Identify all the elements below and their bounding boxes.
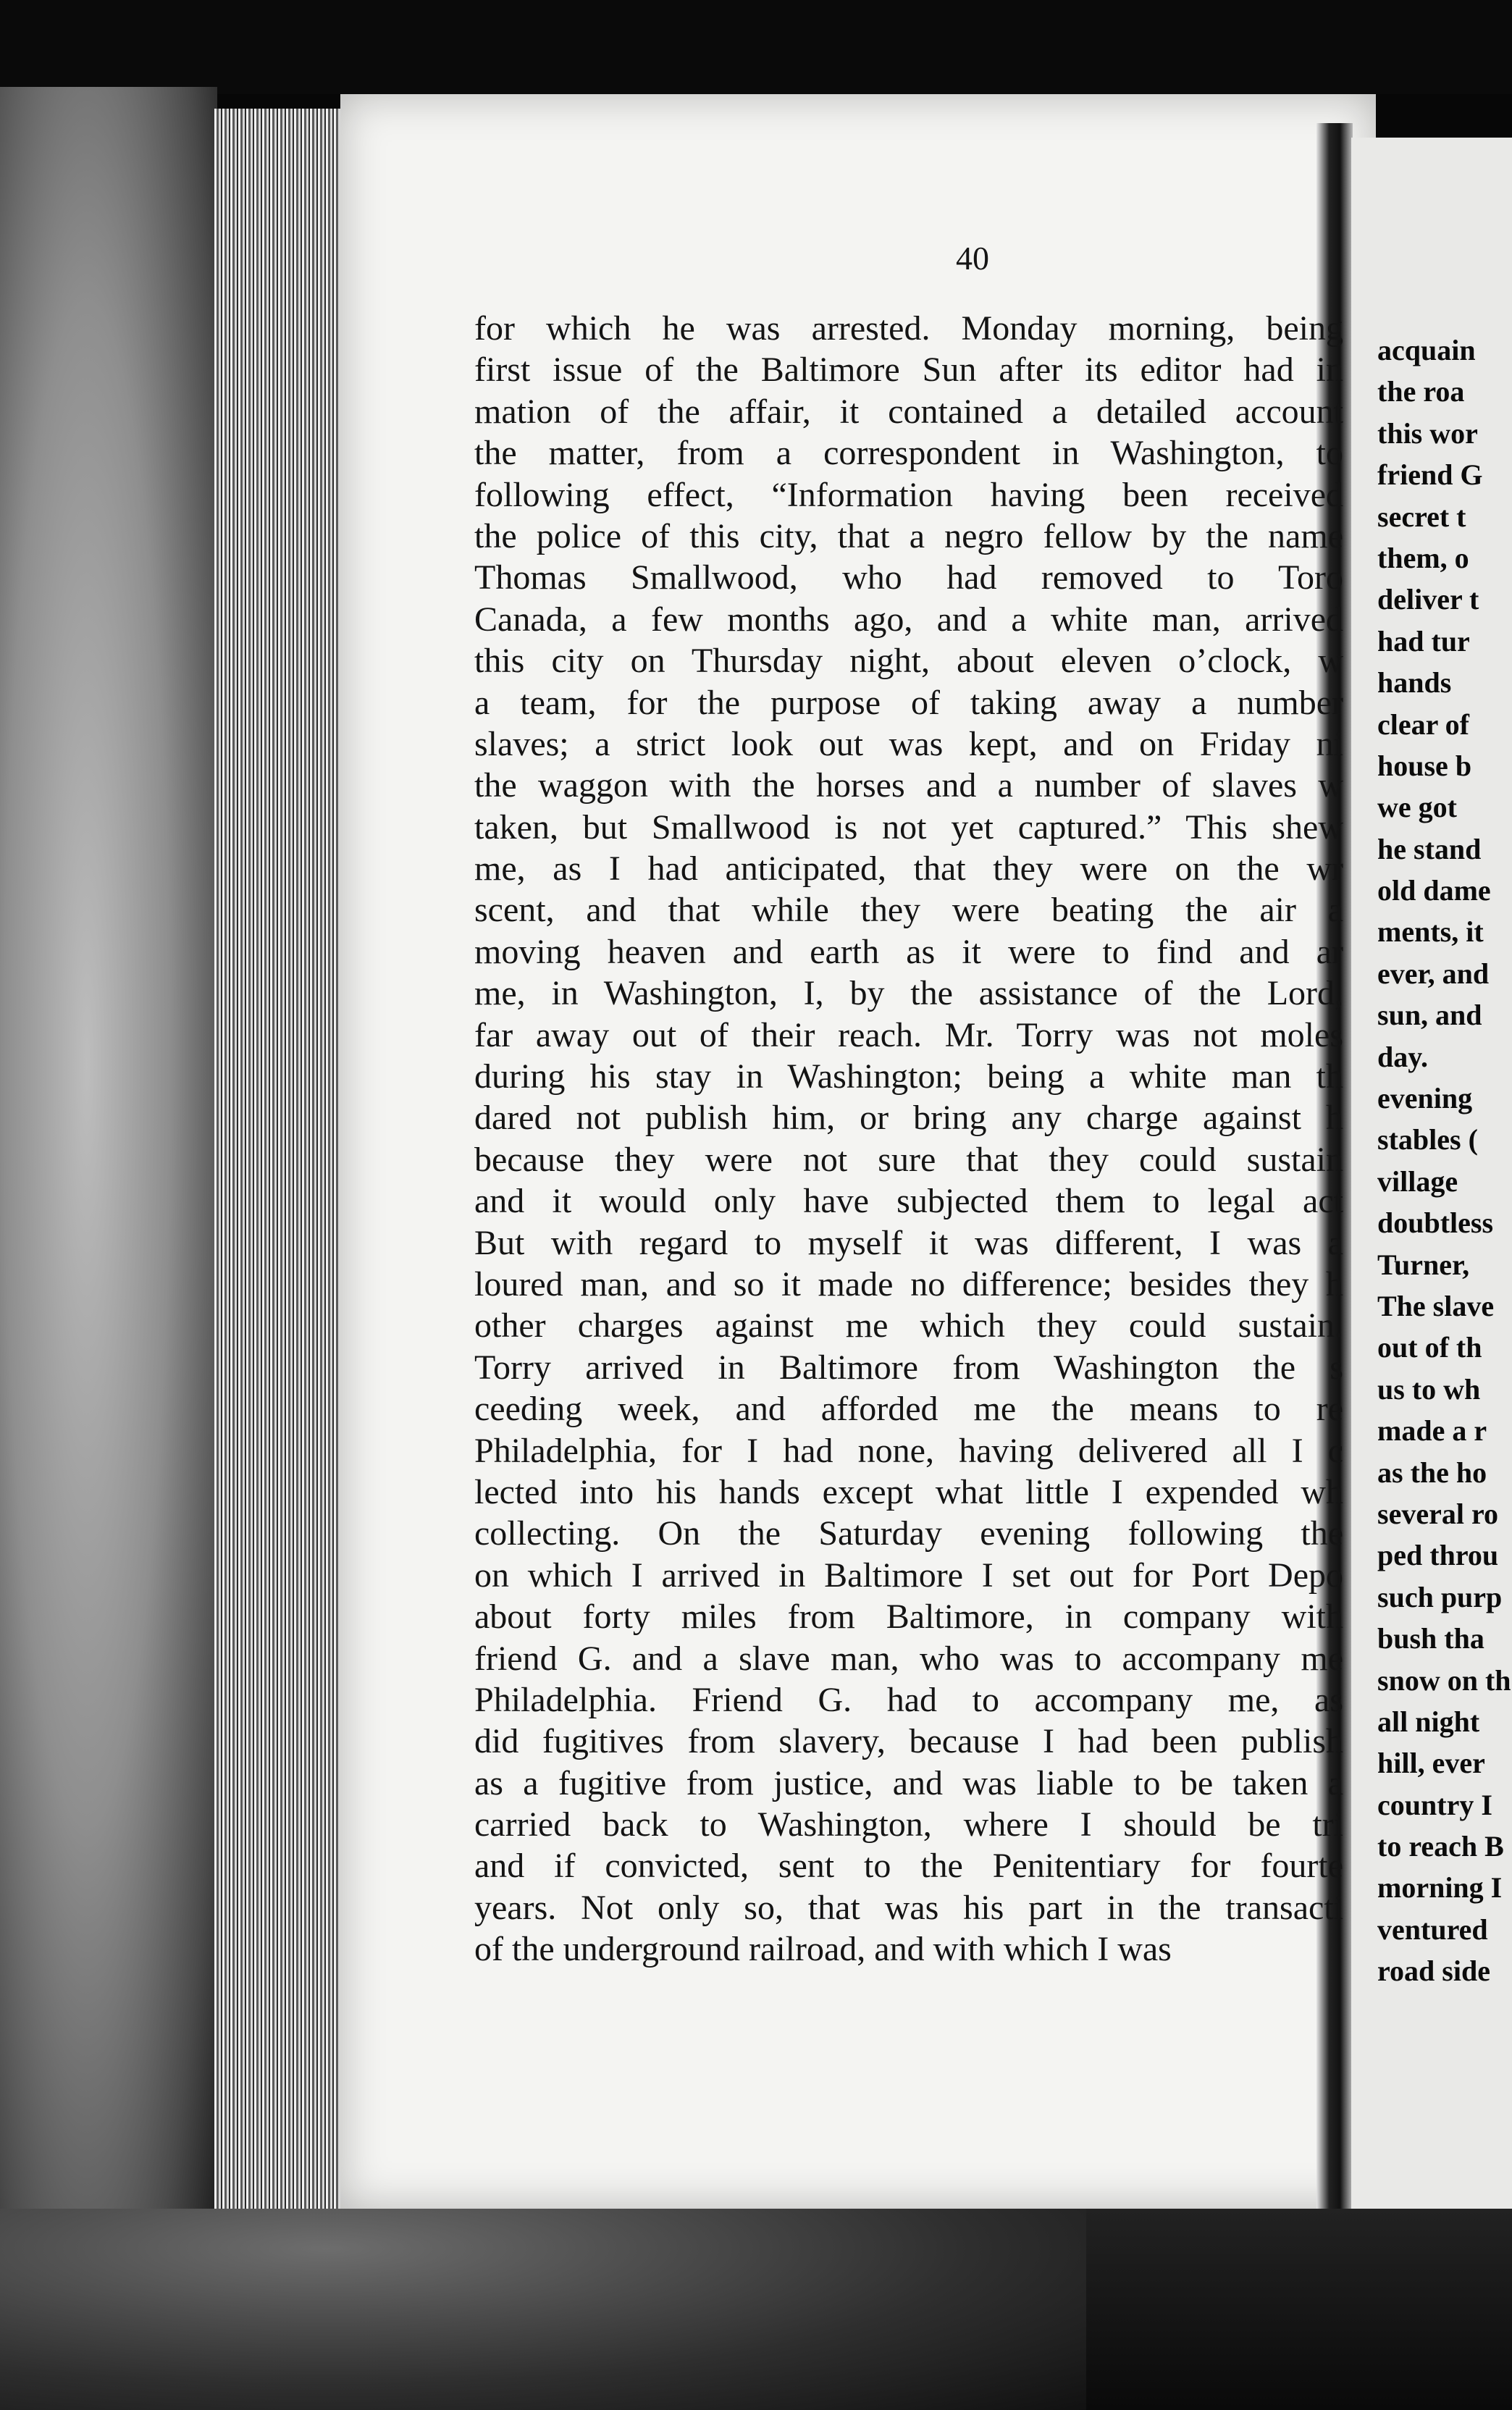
facing-page-line: made a r [1377,1414,1487,1448]
scan-top-shadow [0,0,1512,94]
body-text-line: of the underground railroad, and with which I was [474,1930,1172,1969]
body-text-line: dared not publish him, or bring any charge against h [474,1099,1343,1138]
body-text-line: collecting. On the Saturday evening following the [474,1514,1343,1553]
facing-page-line: them, o [1377,541,1469,574]
body-text-line: taken, but Smallwood is not yet captured.” This shew [474,807,1343,847]
facing-page-line: deliver t [1377,583,1479,616]
book-page-edges [214,109,345,2209]
facing-page-line: had tur [1377,624,1470,658]
facing-page-line: hill, ever [1377,1747,1485,1780]
facing-page-line: village [1377,1164,1458,1198]
page-body-text [474,308,1343,1970]
body-text-line: slaves; a strict look out was kept, and on Friday ni [474,724,1343,763]
facing-page-line: ped throu [1377,1539,1499,1572]
facing-page-line: snow on th [1377,1663,1511,1697]
body-text-line: the waggon with the horses and a number of slaves w [474,766,1343,805]
facing-page-line: morning I [1377,1871,1503,1905]
facing-page-line: bush tha [1377,1622,1484,1655]
body-text-line: loured man, and so it made no difference; besides they h [474,1264,1343,1303]
scan-bottom-left [0,2209,1086,2410]
facing-page-line: he stand [1377,832,1482,865]
body-text-line: mation of the affair, it contained a detailed account [474,392,1343,431]
body-text-line: ceeding week, and afforded me the means to re [474,1390,1343,1429]
facing-page-line: ventured [1377,1913,1488,1946]
body-text-line: about forty miles from Baltimore, in company with [474,1597,1343,1637]
facing-page-line: sun, and [1377,999,1482,1032]
body-text-line: and it would only have subjected them to legal act [474,1182,1343,1221]
facing-page-line: stables ( [1377,1123,1478,1156]
facing-page-line: this wor [1377,416,1478,450]
facing-page-line: The slave [1377,1289,1495,1322]
facing-page-line: evening [1377,1082,1473,1115]
facing-page-line: clear of [1377,708,1469,741]
facing-page-line: ever, and [1377,957,1490,990]
body-text-line: friend G. and a slave man, who was to accompany me [474,1639,1343,1678]
scan-bottom-right [1086,2209,1512,2410]
facing-page-line: such purp [1377,1580,1503,1613]
facing-page-line: country I [1377,1788,1492,1821]
body-text-line: the matter, from a correspondent in Washington, to [474,434,1343,473]
body-text-line: first issue of the Baltimore Sun after its editor had in [474,350,1343,390]
facing-page-line: secret t [1377,500,1466,533]
body-text-line: other charges against me which they could sustain. [474,1306,1343,1345]
body-text-line: this city on Thursday night, about eleven o’clock, w [474,642,1343,681]
facing-page-line: all night [1377,1705,1480,1738]
body-text-line: on which I arrived in Baltimore I set out for Port Depo [474,1555,1343,1595]
body-text-line: the police of this city, that a negro fellow by the name [474,516,1343,555]
body-text-line: Torry arrived in Baltimore from Washington the s [474,1348,1343,1387]
facing-page-line: as the ho [1377,1456,1487,1489]
body-text-line: because they were not sure that they could sustain [474,1140,1343,1179]
body-text-line: me, as I had anticipated, that they were on the wr [474,849,1343,889]
body-text-line: moving heaven and earth as it were to find and ar [474,932,1343,971]
facing-page-line: several ro [1377,1497,1498,1530]
facing-page-line: doubtless [1377,1206,1494,1240]
facing-page-line: house b [1377,749,1472,782]
body-text-line: during his stay in Washington; being a white man th [474,1057,1343,1096]
facing-page-line: day. [1377,1040,1429,1073]
body-text-line: a team, for the purpose of taking away a number [474,683,1343,722]
body-text-line: carried back to Washington, where I should be tri [474,1805,1343,1844]
facing-page-line: acquain [1377,334,1476,366]
body-text-line: me, in Washington, I, by the assistance of the Lord, [474,974,1343,1013]
facing-page-line: ments, it [1377,915,1484,949]
body-text-line: Philadelphia, for I had none, having delivered all I c [474,1431,1343,1470]
body-text-line: following effect, “Information having been received [474,475,1343,514]
facing-page-line: us to wh [1377,1372,1481,1406]
body-text-line: years. Not only so, that was his part in the transacti [474,1888,1343,1927]
facing-page-line: we got [1377,791,1457,824]
scan-left-margin [0,87,217,2259]
facing-page-line: friend G [1377,458,1483,492]
facing-page-line: out of th [1377,1331,1482,1364]
body-text-line: and if convicted, sent to the Penitentiary for fourte [474,1847,1343,1886]
body-text-line: did fugitives from slavery, because I had been publish [474,1722,1343,1761]
facing-page-line: Turner, [1377,1248,1470,1281]
facing-page-line: to reach B [1377,1830,1504,1863]
facing-page-line: hands [1377,666,1452,700]
facing-page-line: road side [1377,1955,1490,1988]
body-text-line: Philadelphia. Friend G. had to accompany me, as [474,1680,1343,1719]
body-text-line: for which he was arrested. Monday morning, being [474,309,1343,348]
body-text-line: lected into his hands except what little I expended wh [474,1472,1343,1511]
facing-page-line: the roa [1377,375,1465,408]
body-text-line: scent, and that while they were beating the air a [474,891,1343,930]
body-text-line: far away out of their reach. Mr. Torry was not moles [474,1015,1343,1054]
body-text-line: But with regard to myself it was different, I was a [474,1223,1343,1262]
page-number: 40 [956,240,989,277]
body-text-line: Canada, a few months ago, and a white man, arrived [474,600,1343,639]
facing-page-fragment [1377,329,1512,1992]
body-text-line: as a fugitive from justice, and was liable to be taken a [474,1763,1343,1802]
body-text-line: Thomas Smallwood, who had removed to Toro [474,558,1343,597]
facing-page-line: old dame [1377,874,1491,907]
